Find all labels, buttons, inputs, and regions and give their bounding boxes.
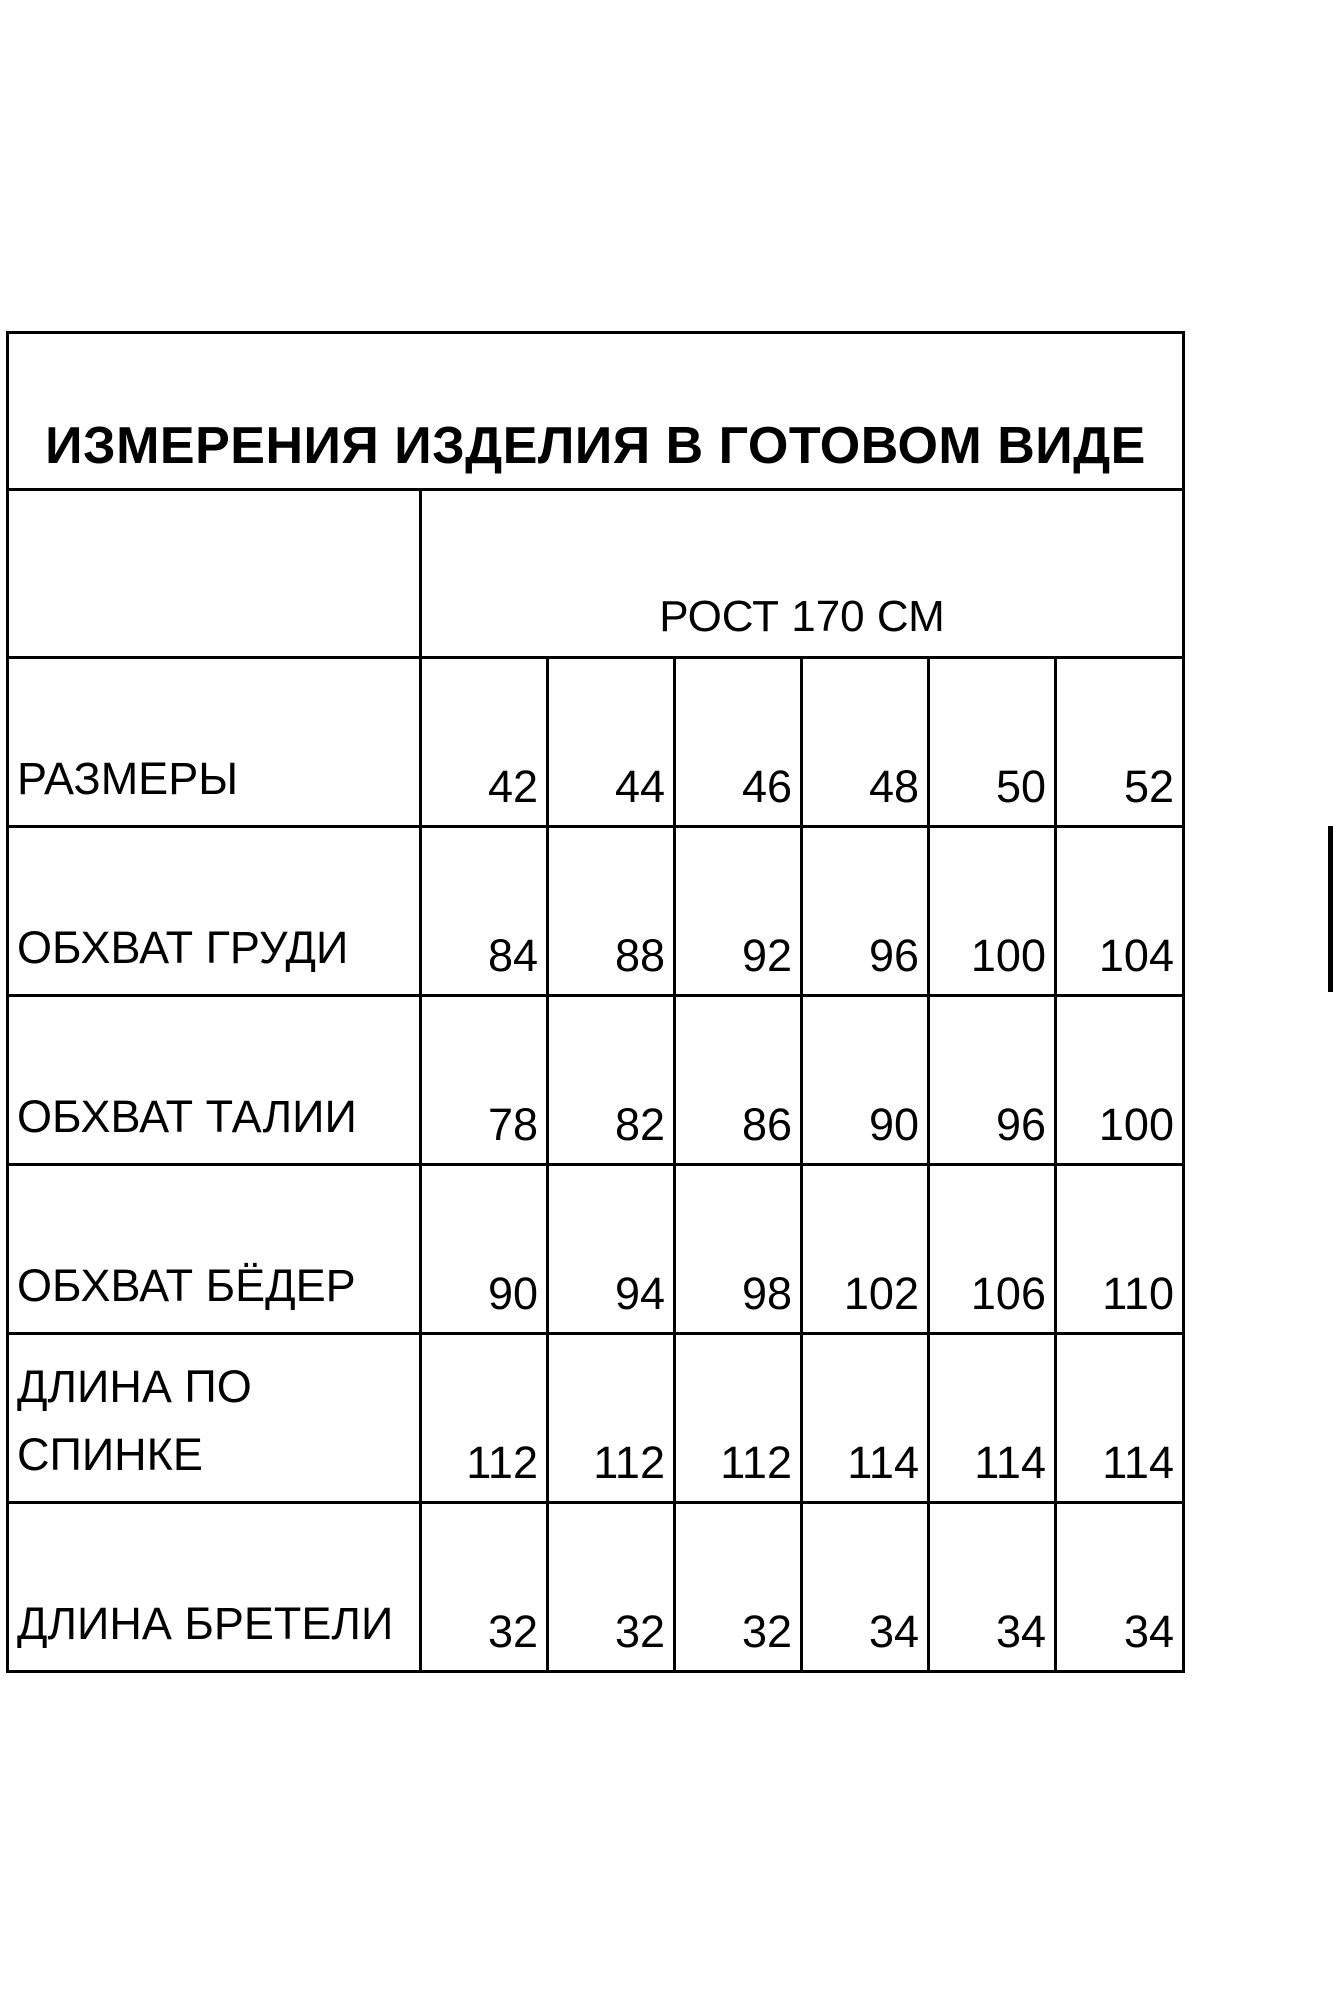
row-value: 100: [929, 827, 1056, 996]
row-value: 50: [929, 658, 1056, 827]
row-value: 112: [548, 1334, 675, 1503]
row-value: 82: [548, 996, 675, 1165]
row-value: 34: [802, 1503, 929, 1672]
row-value: 32: [675, 1503, 802, 1672]
row-value: 34: [1056, 1503, 1184, 1672]
row-value: 42: [421, 658, 548, 827]
row-value: 86: [675, 996, 802, 1165]
row-value: 114: [802, 1334, 929, 1503]
edge-bar: [1328, 826, 1333, 992]
row-value: 88: [548, 827, 675, 996]
height-header: РОСТ 170 СМ: [421, 490, 1184, 658]
table-title: ИЗМЕРЕНИЯ ИЗДЕЛИЯ В ГОТОВОМ ВИДЕ: [8, 333, 1184, 490]
table-row: [8, 1334, 1184, 1503]
row-value: 114: [929, 1334, 1056, 1503]
row-value: 52: [1056, 658, 1184, 827]
row-value: 46: [675, 658, 802, 827]
row-value: 44: [548, 658, 675, 827]
table-row: [8, 1503, 1184, 1672]
row-label: ОБХВАТ ТАЛИИ: [8, 996, 421, 1165]
row-value: 110: [1056, 1165, 1184, 1334]
row-value: 84: [421, 827, 548, 996]
row-value: 102: [802, 1165, 929, 1334]
row-value: 94: [548, 1165, 675, 1334]
row-value: 98: [675, 1165, 802, 1334]
row-value: 104: [1056, 827, 1184, 996]
row-value: 90: [421, 1165, 548, 1334]
row-value: 96: [802, 827, 929, 996]
row-value: 32: [548, 1503, 675, 1672]
row-value: 112: [675, 1334, 802, 1503]
table-row: [8, 827, 1184, 996]
row-value: 106: [929, 1165, 1056, 1334]
header-blank-cell: [8, 490, 421, 658]
row-value: 48: [802, 658, 929, 827]
row-value: 92: [675, 827, 802, 996]
row-value: 90: [802, 996, 929, 1165]
row-value: 100: [1056, 996, 1184, 1165]
row-label: ДЛИНА БРЕТЕЛИ: [8, 1503, 421, 1672]
row-value: 114: [1056, 1334, 1184, 1503]
row-value: 112: [421, 1334, 548, 1503]
table-row: [8, 1165, 1184, 1334]
table-row: [8, 996, 1184, 1165]
row-value: 32: [421, 1503, 548, 1672]
table-body: [8, 658, 1184, 1672]
row-label: ОБХВАТ БЁДЕР: [8, 1165, 421, 1334]
row-value: 78: [421, 996, 548, 1165]
row-value: 96: [929, 996, 1056, 1165]
row-label: ДЛИНА ПО СПИНКЕ: [8, 1334, 421, 1503]
size-chart-table: [6, 331, 1185, 1673]
row-label: РАЗМЕРЫ: [8, 658, 421, 827]
row-value: 34: [929, 1503, 1056, 1672]
table-row: [8, 658, 1184, 827]
row-label: ОБХВАТ ГРУДИ: [8, 827, 421, 996]
